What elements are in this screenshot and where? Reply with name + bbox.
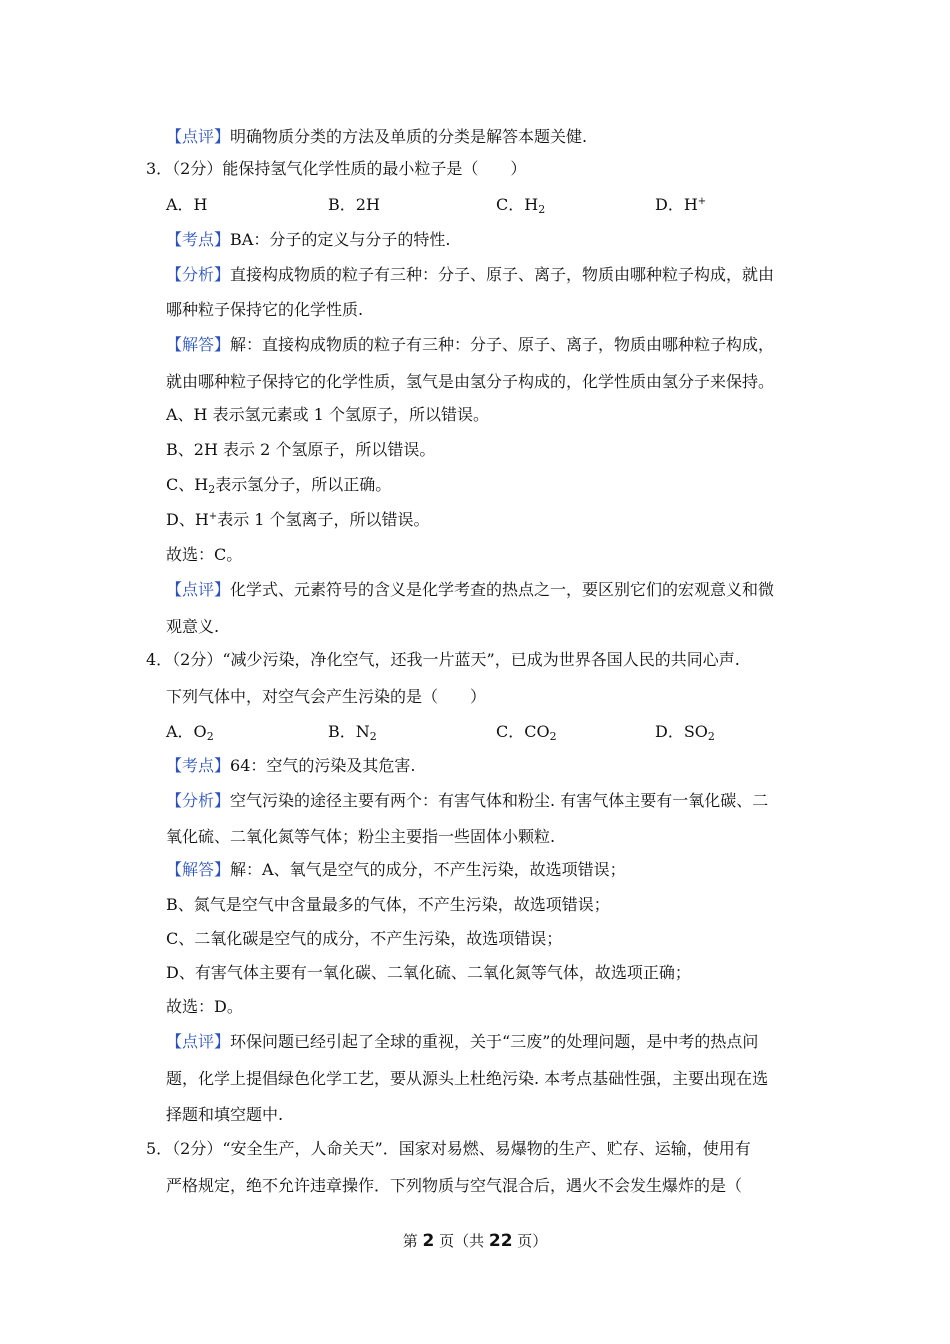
comment-tag: 【点评】	[166, 127, 231, 146]
q3-analysis-line-2: 哪种粒子保持它的化学性质.	[166, 300, 364, 319]
q4-analysis-line-1: 【分析】空气污染的途径主要有两个：有害气体和粉尘. 有害气体主要有一氧化碳、二	[166, 791, 769, 810]
q3-comment-line-1: 【点评】化学式、元素符号的含义是化学考查的热点之一，要区别它们的宏观意义和微	[166, 580, 775, 599]
q4-stem-line-2: 下列气体中，对空气会产生污染的是（ ）	[166, 687, 487, 706]
comment-tag: 【点评】	[166, 1032, 231, 1051]
q3-answer-d: D、H+表示 1 个氢离子，所以错误。	[166, 510, 430, 529]
q4-analysis-line-2: 氧化硫、二氧化氮等气体；粉尘主要指一些固体小颗粒.	[166, 827, 556, 846]
q4-comment-line-1: 【点评】环保问题已经引起了全球的重视，关于“三废”的处理问题，是中考的热点问	[166, 1032, 759, 1051]
q4-comment-line-3: 择题和填空题中.	[166, 1105, 284, 1124]
point-tag: 【考点】	[166, 756, 231, 775]
q3-option-b: B．2H	[328, 195, 380, 214]
q3-analysis-line-1: 【分析】直接构成物质的粒子有三种：分子、原子、离子，物质由哪种粒子构成，就由	[166, 265, 775, 284]
point-tag: 【考点】	[166, 230, 231, 249]
q4-point-line: 【考点】64：空气的污染及其危害.	[166, 756, 416, 775]
page-total: 22	[488, 1231, 513, 1251]
q3-option-c: C．$H_2$	[496, 195, 546, 216]
q4-answer-d: D、有害气体主要有一氧化碳、二氧化硫、二氧化氮等气体，故选项正确；	[166, 963, 691, 982]
q5-stem-line-1: 5．（2分）“安全生产，人命关天”．国家对易燃、易爆物的生产、贮存、运输，使用有	[146, 1139, 751, 1158]
q4-option-d: D．$SO_2$	[655, 722, 715, 743]
q3-answer-line-1: 【解答】解：直接构成物质的粒子有三种：分子、原子、离子，物质由哪种粒子构成，	[166, 335, 775, 354]
q4-option-b: B．$N_2$	[328, 722, 377, 743]
q3-answer-b: B、2H 表示 2 个氢原子，所以错误。	[166, 440, 436, 459]
page-number: 2	[422, 1231, 435, 1251]
q3-answer-line-2: 就由哪种粒子保持它的化学性质，氢气是由氢分子构成的，化学性质由氢分子来保持。	[166, 372, 775, 391]
analysis-tag: 【分析】	[166, 791, 231, 810]
q3-choice: 故选：C。	[166, 545, 243, 564]
comment-tag: 【点评】	[166, 580, 231, 599]
q4-option-c: C．$CO_2$	[496, 722, 557, 743]
q3-answer-a: A、H 表示氢元素或 1 个氢原子，所以错误。	[166, 405, 489, 424]
q3-point-line: 【考点】BA：分子的定义与分子的特性.	[166, 230, 451, 249]
prev-comment-line	[166, 126, 587, 148]
prev-comment-text: 明确物质分类的方法及单质的分类是解答本题关健.	[230, 127, 588, 146]
q3-stem: 3．（2分）能保持氢气化学性质的最小粒子是（ ）	[146, 159, 527, 178]
q3-answer-c: C、$H_2$表示氢分子，所以正确。	[166, 475, 392, 496]
q3-option-d: D．H+	[655, 195, 707, 214]
q4-answer-line-1: 【解答】解：A、氧气是空气的成分，不产生污染，故选项错误；	[166, 860, 626, 879]
q3-comment-line-2: 观意义.	[166, 617, 220, 636]
q4-answer-c: C、二氧化碳是空气的成分，不产生污染，故选项错误；	[166, 929, 563, 948]
q4-stem-line-1: 4．（2分）“减少污染，净化空气，还我一片蓝天”，已成为世界各国人民的共同心声.	[146, 650, 740, 669]
q4-comment-line-2: 题，化学上提倡绿色化学工艺，要从源头上杜绝污染. 本考点基础性强，主要出现在选	[166, 1069, 769, 1088]
q4-choice: 故选：D。	[166, 997, 243, 1016]
page-footer: 第 2 页（共 22 页）	[402, 1231, 548, 1251]
q4-option-a: A．$O_2$	[166, 722, 214, 743]
q4-answer-b: B、氮气是空气中含量最多的气体，不产生污染，故选项错误；	[166, 895, 610, 914]
answer-tag: 【解答】	[166, 335, 231, 354]
answer-tag: 【解答】	[166, 860, 231, 879]
q5-stem-line-2: 严格规定，绝不允许违章操作．下列物质与空气混合后，遇火不会发生爆炸的是（	[166, 1176, 743, 1195]
q3-option-a: A．H	[166, 195, 208, 214]
analysis-tag: 【分析】	[166, 265, 231, 284]
